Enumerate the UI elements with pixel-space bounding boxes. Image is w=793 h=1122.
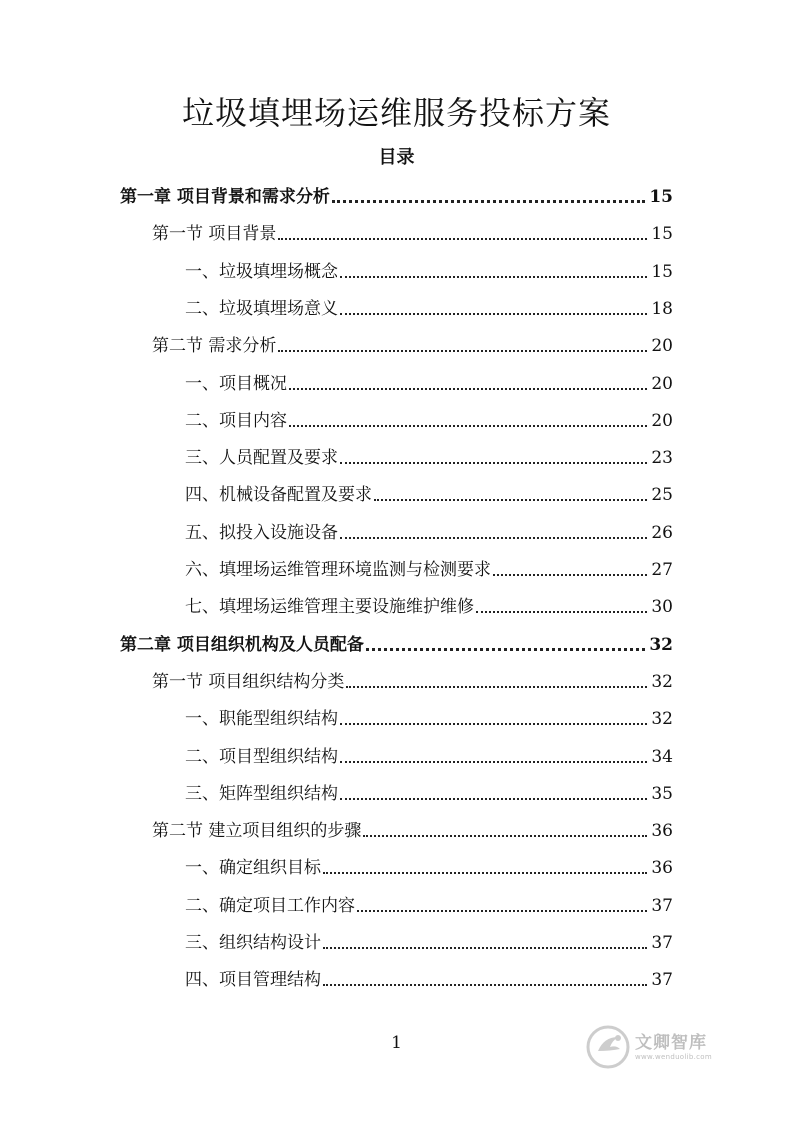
toc-entry-page: 32 [651,709,673,730]
toc-entry-page: 15 [651,261,673,282]
toc-entry-page: 25 [651,485,673,506]
toc-entry-page: 37 [651,970,673,991]
toc-entry-label: 一、职能型组织结构 [185,709,338,730]
toc-leader-dots [278,347,647,352]
document-title: 垃圾填埋场运维服务投标方案 [181,94,611,132]
toc-entry[interactable] [152,667,673,693]
toc-entry-page: 15 [649,187,673,207]
toc-entry-page: 37 [651,895,673,916]
toc-entry[interactable] [185,480,673,506]
toc-leader-dots [323,869,647,874]
toc-entry-page: 36 [651,821,673,842]
toc-leader-dots [289,422,647,427]
toc-leader-dots [340,720,647,725]
toc-leader-dots [366,645,645,651]
toc-entry[interactable] [185,294,673,320]
toc-entry[interactable] [185,518,673,544]
toc-leader-dots [476,608,647,613]
toc-leader-dots [332,197,645,203]
toc-leader-dots [357,907,647,912]
toc-entry-label: 四、机械设备配置及要求 [185,485,372,506]
toc-leader-dots [340,273,647,278]
toc-leader-dots [346,683,647,688]
toc-entry-label: 三、组织结构设计 [185,933,321,953]
toc-entry-label: 一、确定组织目标 [185,858,321,879]
toc-entry-page: 20 [651,336,673,357]
toc-entry[interactable] [185,555,673,581]
toc-leader-dots [340,795,647,800]
toc-leader-dots [374,496,647,501]
toc-entry-label: 一、垃圾填埋场概念 [185,261,338,282]
toc-entry-page: 36 [651,858,673,879]
toc-entry[interactable] [152,331,673,357]
toc-entry[interactable] [152,816,673,842]
toc-entry[interactable] [185,853,673,879]
toc-entry-page: 26 [651,522,673,543]
toc-entry-label: 二、垃圾填埋场意义 [185,298,338,319]
toc-entry-label: 第二章 项目组织机构及人员配备 [120,634,364,655]
watermark-url: www.wenduolib.com [635,1052,712,1061]
toc-entry[interactable] [185,592,673,618]
toc-entry[interactable] [152,219,673,245]
toc-heading: 目录 [378,147,415,168]
toc-leader-dots [323,944,647,949]
toc-entry-page: 34 [651,746,673,767]
toc-entry-label: 第二节 建立项目组织的步骤 [152,821,362,842]
toc-leader-dots [340,534,647,539]
toc-entry[interactable] [185,928,673,954]
toc-entry-label: 三、矩阵型组织结构 [185,783,338,804]
toc-entry-page: 32 [649,634,673,655]
toc-entry[interactable] [185,965,673,991]
toc-entry-label: 二、项目型组织结构 [185,746,338,767]
toc-entry-label: 六、填埋场运维管理环境监测与检测要求 [185,560,491,580]
toc-entry-page: 20 [651,410,673,431]
toc-entry[interactable] [185,369,673,395]
toc-entry[interactable] [185,779,673,805]
toc-entry-label: 第一节 项目背景 [152,224,277,245]
toc-entry-label: 五、拟投入设施设备 [185,522,338,543]
toc-leader-dots [340,459,647,464]
toc-entry-label: 二、项目内容 [185,410,287,431]
toc-entry-page: 15 [651,224,673,245]
toc-entry-page: 27 [651,560,673,580]
toc-entry[interactable] [185,257,673,283]
toc-entry-page: 18 [651,298,673,319]
toc-entry-label: 二、确定项目工作内容 [185,895,355,916]
toc-entry[interactable] [185,443,673,469]
toc-entry-page: 20 [651,373,673,394]
page-number: 1 [391,1033,402,1053]
toc-entry-label: 第二节 需求分析 [152,336,277,357]
watermark-name: 文卿智库 [635,1032,707,1053]
toc-entry-label: 一、项目概况 [185,373,287,394]
toc-entry-page: 30 [651,597,673,618]
toc-entry-page: 37 [651,933,673,953]
toc-leader-dots [493,571,647,576]
toc-entry[interactable] [185,406,673,432]
toc-entry[interactable] [120,630,673,656]
toc-entry-page: 32 [651,671,673,692]
toc-entry[interactable] [185,891,673,917]
toc-entry-label: 第一章 项目背景和需求分析 [120,187,330,207]
toc-entry[interactable] [185,704,673,730]
toc-entry-page: 23 [651,448,673,469]
toc-leader-dots [340,758,647,763]
toc-entry-label: 三、人员配置及要求 [185,448,338,469]
toc-leader-dots [323,981,647,986]
toc-entry-label: 四、项目管理结构 [185,970,321,991]
toc-leader-dots [289,385,647,390]
watermark [585,1020,755,1074]
toc-entry-label: 七、填埋场运维管理主要设施维护维修 [185,597,474,618]
toc-entry-label: 第一节 项目组织结构分类 [152,671,345,692]
toc-leader-dots [363,832,647,837]
watermark-logo-icon [585,1024,631,1070]
toc-entry-page: 35 [651,783,673,804]
toc-entry[interactable] [185,742,673,768]
toc-entry[interactable] [120,182,673,208]
toc-leader-dots [278,235,647,240]
toc-leader-dots [340,310,647,315]
